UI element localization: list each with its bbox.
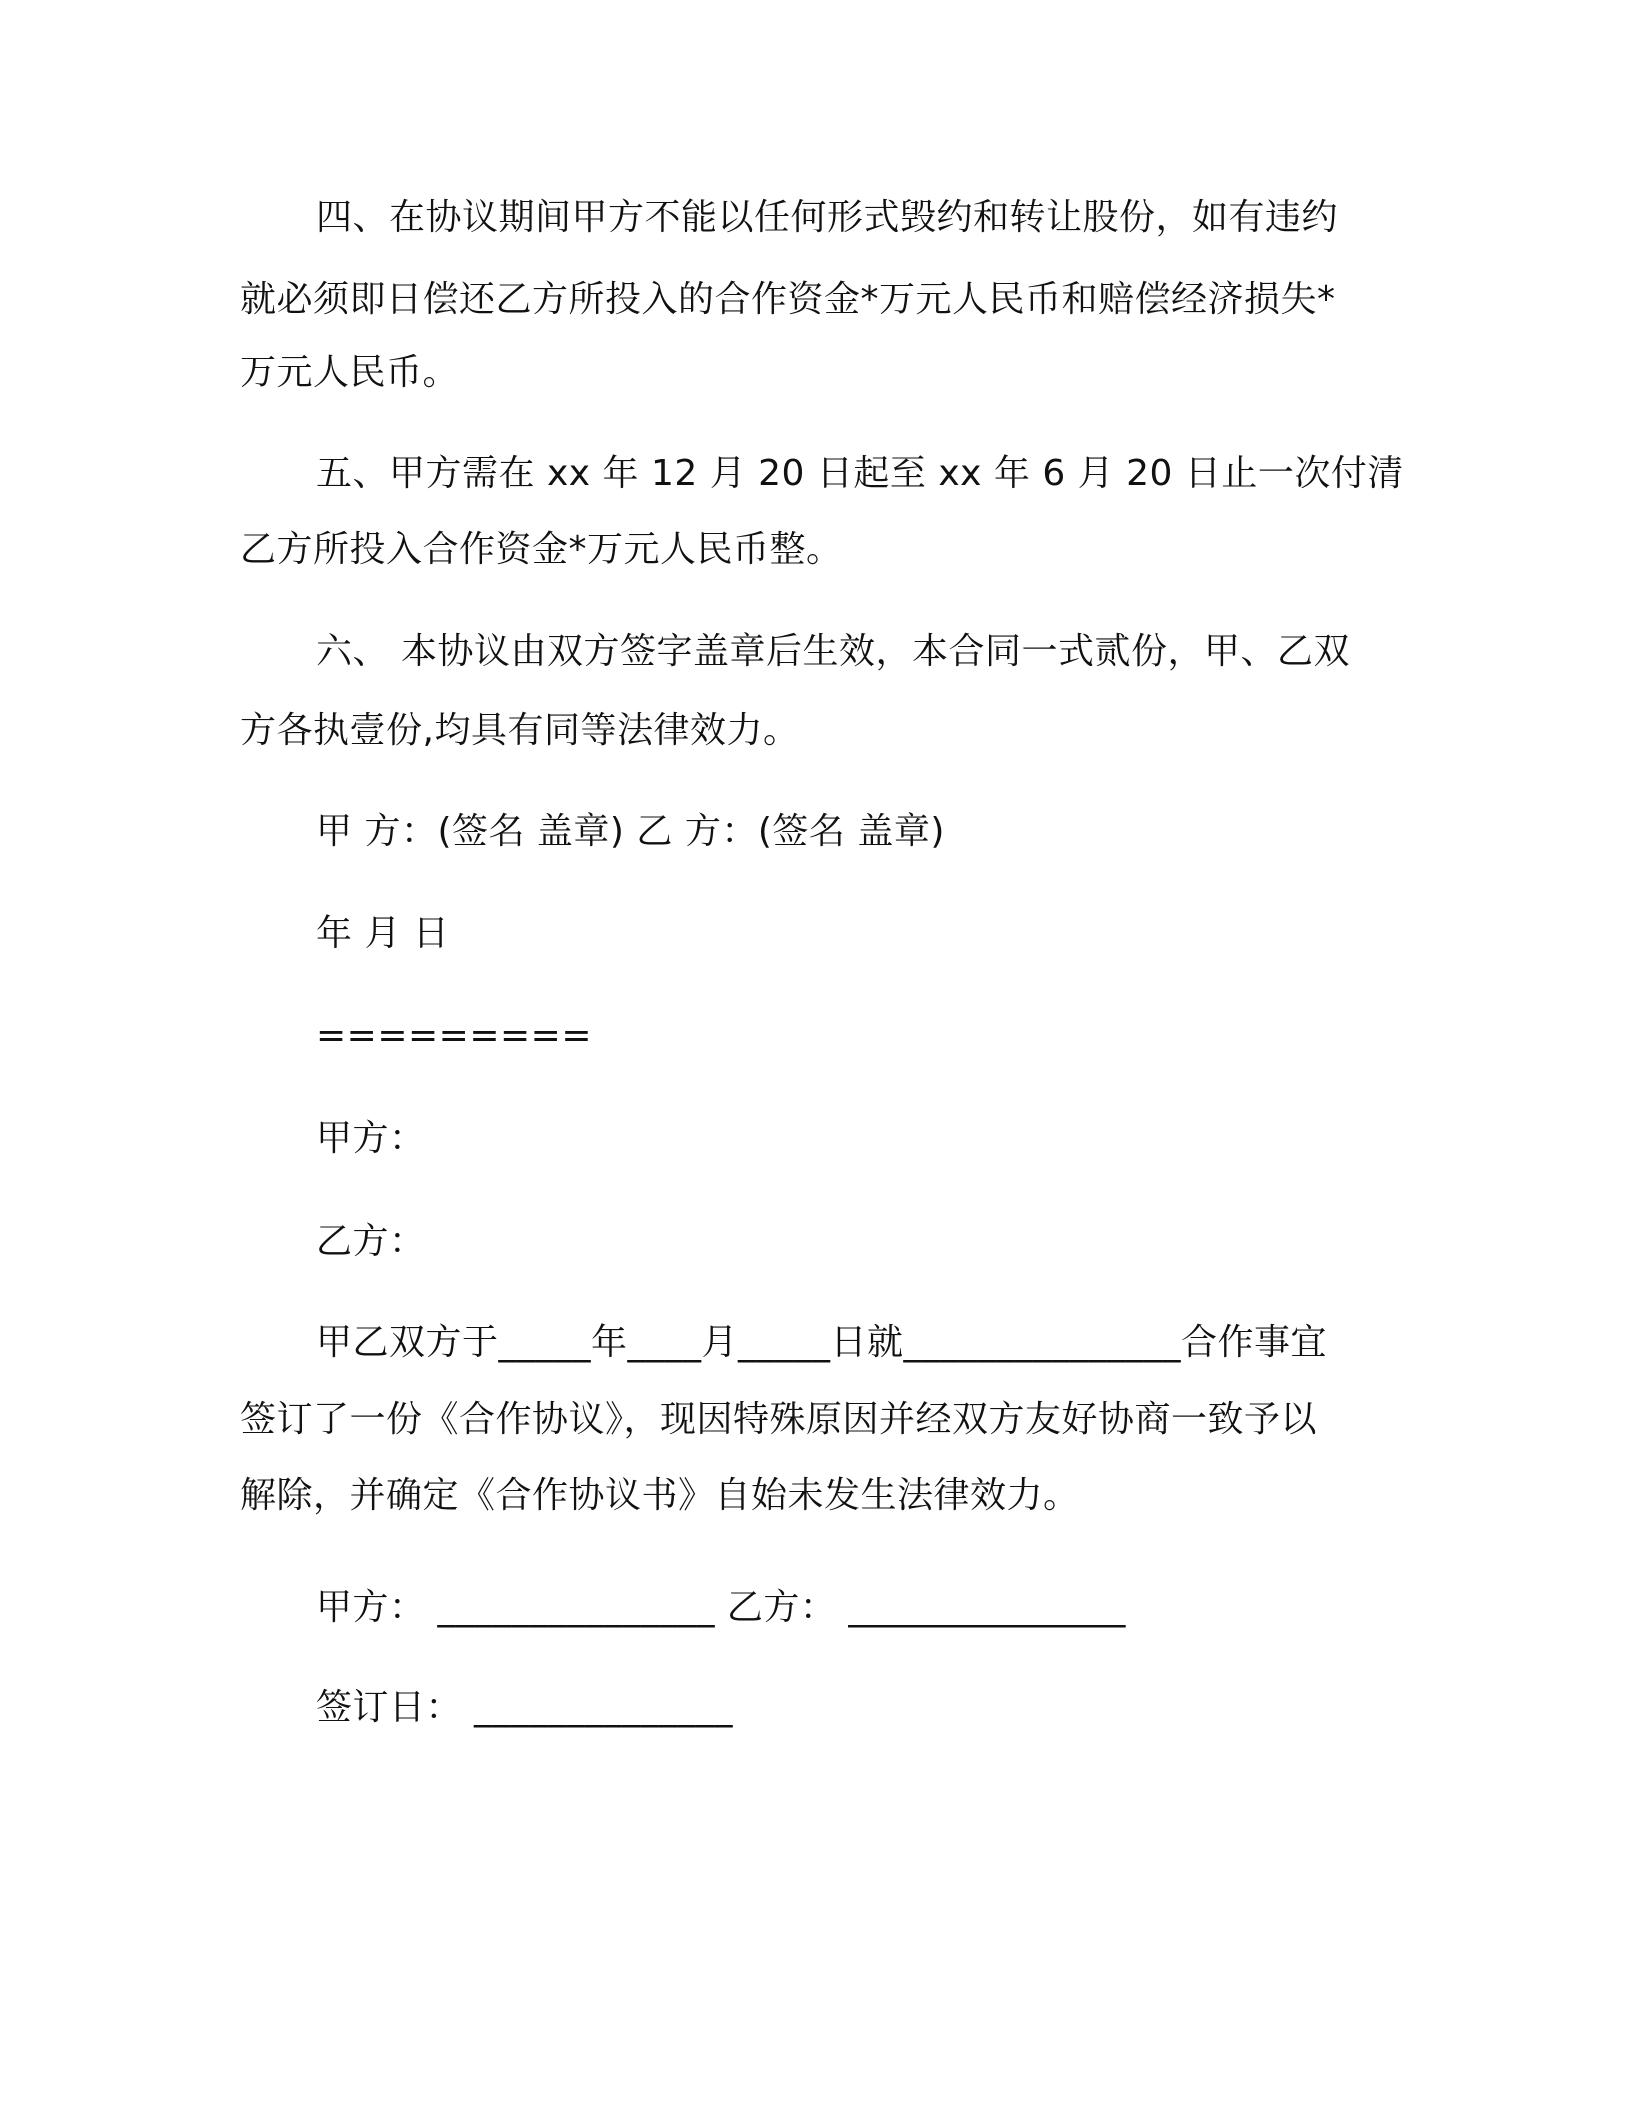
clause-4-line-1: 四、在协议期间甲方不能以任何形式毁约和转让股份，如有违约 <box>316 197 1339 238</box>
clause-5-line-1: 五、甲方需在 xx 年 12 月 20 日起至 xx 年 6 月 20 日止一次付清 <box>316 453 1404 494</box>
signature-line: 甲 方：(签名 盖章) 乙 方：(签名 盖章) <box>316 811 945 852</box>
clause-4-line-3: 万元人民币。 <box>240 352 460 393</box>
termination-line-3: 解除，并确定《合作协议书》自始未发生法律效力。 <box>240 1475 1080 1516</box>
final-signature-line: 甲方： _______________ 乙方： _______________ <box>316 1587 1126 1628</box>
clause-5-line-2: 乙方所投入合作资金*万元人民币整。 <box>240 529 843 570</box>
separator: ========= <box>316 1015 592 1056</box>
clause-6-line-1: 六、 本协议由双方签字盖章后生效，本合同一式贰份，甲、乙双 <box>316 631 1350 672</box>
date-line: 年 月 日 <box>316 913 450 954</box>
termination-line-1: 甲乙双方于_____年____月_____日就_______________合作事宜 <box>316 1322 1328 1363</box>
party-b-label: 乙方： <box>316 1221 426 1262</box>
termination-line-2: 签订了一份《合作协议》，现因特殊原因并经双方友好协商一致予以 <box>240 1399 1318 1440</box>
party-a-label: 甲方： <box>316 1118 426 1159</box>
clause-6-line-2: 方各执壹份,均具有同等法律效力。 <box>240 710 800 751</box>
signing-date-line: 签订日： ______________ <box>316 1687 733 1728</box>
clause-4-line-2: 就必须即日偿还乙方所投入的合作资金*万元人民币和赔偿经济损失* <box>240 279 1336 320</box>
